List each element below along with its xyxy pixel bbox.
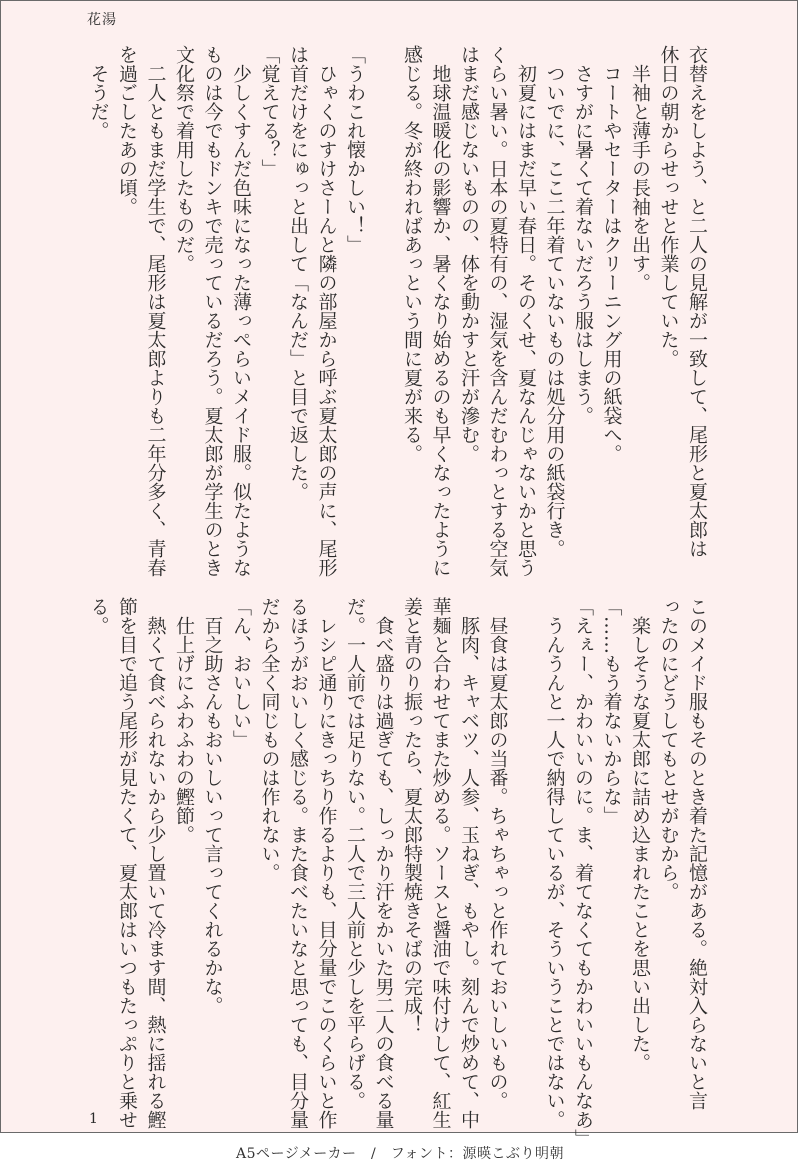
text-line: 文化祭で着用したものだ。 <box>173 45 195 273</box>
text-line: ものは今でもドンキで売っているだろう。夏太郎が学生のとき <box>201 45 224 577</box>
text-line: だから全く同じものは作れない。 <box>258 597 281 882</box>
text-line: 昼食は夏太郎の当番。ちゃちゃっと作れておいしいもの。 <box>486 597 509 1110</box>
text-line: ついでに、ここ二年着ていないものは処分用の紙袋行き。 <box>543 45 566 558</box>
text-line: 初夏にはまだ早い春日。そのくせ、夏なんじゃないかと思う <box>515 45 537 577</box>
text-line <box>512 597 541 1097</box>
text-line: 熱くて食べられないから少し置いて冷ます間、熱に揺れる鰹 <box>144 597 167 1129</box>
text-line: は首だけをにゅっと出して「なんだ」と目で返した。 <box>287 45 309 501</box>
text-line: 仕上げにふわふわの鰹節。 <box>173 597 195 844</box>
text-line: さすがに暑くて着ないだろう服はしまう。 <box>572 45 594 425</box>
text-line: 衣替えをしよう、と二人の見解が一致して、尾形と夏太郎は <box>686 45 708 558</box>
text-line: 華麺と合わせてまた炒める。ソースと醤油で味付けして、紅生 <box>429 597 452 1129</box>
text-line: 「……もう着ないからな」 <box>600 597 623 825</box>
text-line: 休日の朝からせっせと作業していた。 <box>657 45 680 368</box>
text-line: 食べ盛りは過ぎても、しっかり汗をかいた男二人の食べる量 <box>372 597 395 1129</box>
text-line: だ。一人前では足りない。二人で三人前と少しを平らげる。 <box>344 597 366 1110</box>
text-line: うんうんと一人で納得しているが、そういうことではない。 <box>543 597 566 1129</box>
text-line: くらい暑い。日本の夏特有の、湿気を含んだむわっとする空気 <box>486 45 509 577</box>
text-line: る。 <box>87 597 110 635</box>
text-line: このメイド服もそのとき着た記憶がある。絶対入らないと言 <box>686 597 708 1110</box>
text-line: 「ん、おいしい」 <box>230 597 252 749</box>
text-line: 姜と青のり振ったら、夏太郎特製焼きそばの完成！ <box>401 597 423 1034</box>
text-line: 「覚えてる？」 <box>258 45 281 178</box>
text-line: はまだ感じないものの、体を動かすと汗が滲む。 <box>458 45 480 463</box>
text-line: 豚肉、キャベツ、人参、玉ねぎ、もやし。刻んで炒めて、中 <box>458 597 480 1129</box>
text-line: 半袖と薄手の長袖を出す。 <box>629 45 651 292</box>
text-line: レシピ通りにきっちり作るよりも、目分量でこのくらいと作 <box>315 597 338 1129</box>
text-line: ったのにどうしてもとせがむから。 <box>657 597 680 901</box>
text-line: 少しくすんだ色味になった薄っぺらいメイド服。似たような <box>230 45 252 577</box>
bottom-text-column <box>84 597 711 1148</box>
text-line: 「えぇー、かわいいのに。ま、着てなくてもかわいいもんなあ」 <box>572 597 594 1148</box>
text-line <box>369 45 398 545</box>
text-line: 節を目で追う尾形が見たくて、夏太郎はいつもたっぷりと乗せ <box>116 597 138 1129</box>
top-text-column <box>84 45 711 577</box>
generator-credit: A5ページメーカー / フォント：源暎こぶり明朝 <box>235 1146 565 1162</box>
text-line: 「うわこれ懐かしい！」 <box>344 45 366 254</box>
page-number: 1 <box>89 1111 98 1127</box>
text-line: そうだ。 <box>87 45 110 140</box>
page-header-title: 花湯 <box>87 12 117 28</box>
text-line: 地球温暖化の影響か、暑くなり始めるのも早くなったように <box>429 45 452 577</box>
text-line: るほうがおいしく感じる。また食べたいなと思っても、目分量 <box>287 597 309 1129</box>
text-line: ひゃくのすけさーんと隣の部屋から呼ぶ夏太郎の声に、尾形 <box>315 45 338 577</box>
text-line: コートやセーターはクリーニング用の紙袋へ。 <box>600 45 623 463</box>
text-line: 百之助さんもおいしいって言ってくれるかな。 <box>201 597 224 1015</box>
text-line: 感じる。冬が終わればあっという間に夏が来る。 <box>401 45 423 463</box>
text-line: を過ごしたあの頃。 <box>116 45 138 216</box>
text-line: 楽しそうな夏太郎に詰め込まれたことを思い出した。 <box>629 597 651 1072</box>
text-line: 二人ともまだ学生で、尾形は夏太郎よりも二年分多く、青春 <box>144 45 167 577</box>
